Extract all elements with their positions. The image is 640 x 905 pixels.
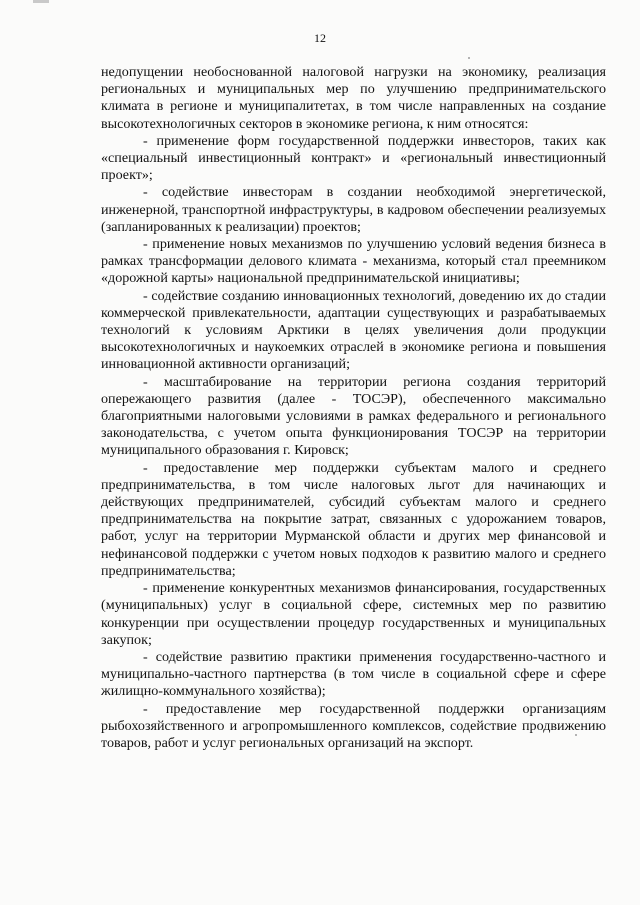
- list-item: - предоставление мер государственной поддержки организациям рыбохозяйственного и агропромышленного комплексов, содействие продвижению товаров, работ и услуг региональных организаций на экспорт.: [101, 700, 606, 751]
- page-number: 12: [314, 31, 326, 45]
- list-item: - содействие развитию практики применения государственно-частного и муниципально-частного партнерства (в том числе в социальной сфере и сфере жилищно-коммунального хозяйства);: [101, 648, 606, 700]
- list-item: - содействие инвесторам в создании необходимой энергетической, инженерной, транспортной инфраструктуры, в кадровом обеспечении реализуемых (запланированных к реализации) проектов;: [101, 184, 606, 235]
- list-item: - масштабирование на территории региона создания территорий опережающего развития (далее - ТОСЭР), обеспеченного максимально благоприятными налоговыми условиями в рамках федерального и регионального законодательства, с учетом опыта функционирования ТОСЭР на территории муниципального образования г. Кировск;: [101, 373, 606, 459]
- list-item: - применение форм государственной поддержки инвесторов, таких как «специальный инвестиционный контракт» и «региональный инвестиционный проект»;: [101, 132, 606, 184]
- scan-artifact: [33, 0, 49, 3]
- document-body: [101, 64, 606, 752]
- list-item: - содействие созданию инновационных технологий, доведению их до стадии коммерческой привлекательности, адаптации существующих и разрабатываемых технологий к условиям Арктики в целях увеличения доли продукции высокотехнологичных и наукоемких отраслей в экономике региона и повышения инновационной активности организаций;: [101, 287, 606, 373]
- list-item: - применение конкурентных механизмов финансирования, государственных (муниципальных) услуг в социальной сфере, системных мер по развитию конкуренции при осуществлении процедур государственных и муниципальных закупок;: [101, 580, 606, 648]
- list-item: - применение новых механизмов по улучшению условий ведения бизнеса в рамках трансформации делового климата - механизма, который стал преемником «дорожной карты» национальной предпринимательской инициативы;: [101, 236, 606, 287]
- paragraph-intro: недопущении необоснованной налоговой нагрузки на экономику, реализация региональных и муниципальных мер по улучшению предпринимательского климата в регионе и муниципалитетах, в том числе направленных на создание высокотехнологичных секторов в экономике региона, к ним относятся:: [101, 64, 606, 132]
- list-item: - предоставление мер поддержки субъектам малого и среднего предпринимательства, в том числе налоговых льгот для начинающих и действующих предпринимателей, субсидий субъектам малого и среднего предпринимательства на покрытие затрат, связанных с удорожанием товаров, работ, услуг на территории Мурманской области и других мер финансовой и нефинансовой поддержки с учетом новых подходов к развитию малого и среднего предпринимательства;: [101, 459, 606, 579]
- scan-speck: [468, 57, 470, 59]
